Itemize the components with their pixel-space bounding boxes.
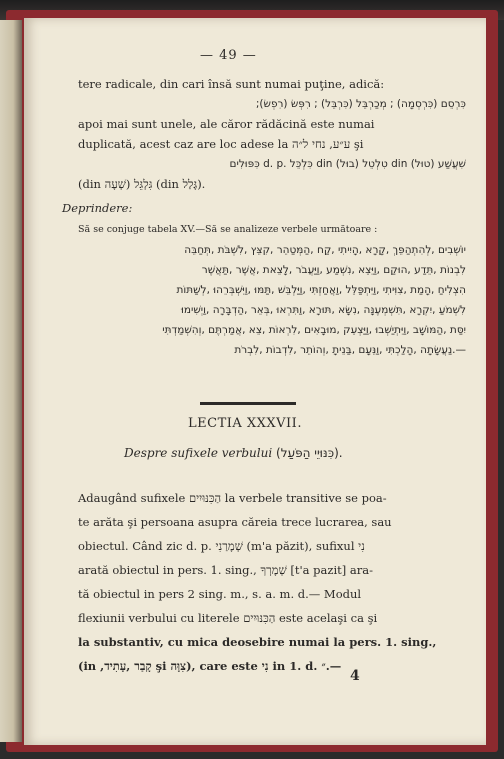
body-line-4: arată obiectul in pers. 1. sing., שְׁמָרְךָ [t'a pazit] ara- bbox=[78, 563, 373, 577]
exercise-line-1: יוֹשְׁבִים ,לְהִתְהַפֵּךְ ,קָרָא ,הָיִיתִי ,קַח ,הַמְּטַהֵר ,קִצֵּץ ,לִשְׁבֹּת ,תְּחַבֵּה bbox=[184, 244, 466, 256]
exercise-line-4: לִשְׁמֹעַ ,יִקְרָא ,תִּשְׁמְעֶנָּה ,נִשָּׂא ,תּוּרָא ,וַתִּרְאוּ ,בְּאֵר ,הַדְבָּרָה ,וַיְשִׁימוּ bbox=[181, 304, 466, 316]
exercise-line-3: הִצְלִיחַ ,הָמַת ,צִוִּיתִי ,וַיִּתְפַּלֵּל ,וַאֲחַזְתִּי ,וַיַּלְבֵּשׁ ,תַּמּוּ ,וַיִּשְׁבְּרֵהוּ ,לְשַׁתּוֹת bbox=[176, 284, 466, 296]
lesson-subtitle-text: Despre sufixele verbului bbox=[124, 446, 273, 460]
signature-mark: 4 bbox=[350, 668, 360, 684]
body-line-2: te arăta şi persoana asupra căreia trece lucrarea, sau bbox=[78, 515, 392, 529]
body-line-1: Adaugând sufixele הַכִּנּוּיִים la verbele transitive se poa- bbox=[78, 491, 387, 505]
intro-line-2: כִּרְסֵם (כִּרְסְמָה) ; מְכַרְבֵּל (כִּרְבֵּל) ; רִפְּשׂ (רִפְשׂ); bbox=[255, 98, 466, 110]
body-line-5: tă obiectul in pers 2 sing. m., s. a. m. d.— Modul bbox=[78, 587, 362, 601]
deprindere-label: Deprindere: bbox=[62, 201, 133, 215]
lesson-subtitle-hebrew: (כִּנּוּיֵי הַפֹּעַל). bbox=[276, 446, 343, 460]
intro-line-6: (din שְׁעָה) גִּלְגֵּל (din גָּלַל). bbox=[78, 177, 206, 191]
lesson-subtitle bbox=[124, 446, 343, 460]
deprindere-instruction: Să se conjuge tabela XV.—Să se analizeze verbele următoare : bbox=[78, 224, 378, 235]
exercise-line-2: לִבְנוֹת ,תֵּדַע ,הוּקַם ,וַיֵּצֵא ,נִשְׁמַע ,וַיַּעֲבֹר ,לָצֵאת ,אֲשֶׁר ,תַּאֲשֶׁר bbox=[201, 264, 466, 276]
intro-line-5: שִׁעֲשַׁע (טוּל) din טִלְטֵל (בוּל) din כִּלְכֵּל .d. p כִּפּוּלִים bbox=[229, 158, 466, 170]
body-line-7: la substantiv, cu mica deosebire numai la pers. 1. sing., bbox=[78, 635, 437, 649]
intro-line-4: duplicată, acest caz are loc adese la ע״ע, נחי ל״ה şi bbox=[78, 137, 364, 151]
left-page-edge bbox=[0, 20, 22, 742]
page-number: — 49 — bbox=[200, 48, 257, 63]
section-divider bbox=[200, 402, 296, 405]
intro-line-3: apoi mai sunt unele, ale căror rădăcină este numai bbox=[78, 117, 375, 131]
body-line-8: (in ,קָבַר ,עָתִיד şi צִוָּה), care este נִי in 1. d. ״.— bbox=[78, 659, 342, 673]
body-line-3: obiectul. Când zic d. p. שְׁמָרַנִי (m'a păzit), sufixul נִי bbox=[78, 539, 365, 553]
intro-line-1: tere radicale, din cari însă sunt numai puţine, adică: bbox=[78, 77, 385, 91]
exercise-line-6: —.נַעֲשָׂתָה ,הָלַכְתִּי ,וַנֵּעָם ,בַּנֵיתָ ,וְהוֹתֵר ,לִדְבוֹת ,לִבְרֹת bbox=[234, 344, 466, 356]
lesson-title: LECTIA XXXVII. bbox=[188, 416, 302, 431]
exercise-line-5: יִסַּת ,הַמּוֹשָׁב ,וַיִּתְיַשְּׁבוּ ,וַיַּצְעֵק ,מוּבָאִים ,לִרְאוֹת ,צֵא ,אֲמַרְתֶּם ,וְהִשְׁמַדְתִּי bbox=[162, 324, 466, 336]
book-page bbox=[24, 18, 486, 745]
body-line-6: flexiunii verbului cu literele הַכִּנּוּיִים este acelaşi ca şi bbox=[78, 611, 378, 625]
